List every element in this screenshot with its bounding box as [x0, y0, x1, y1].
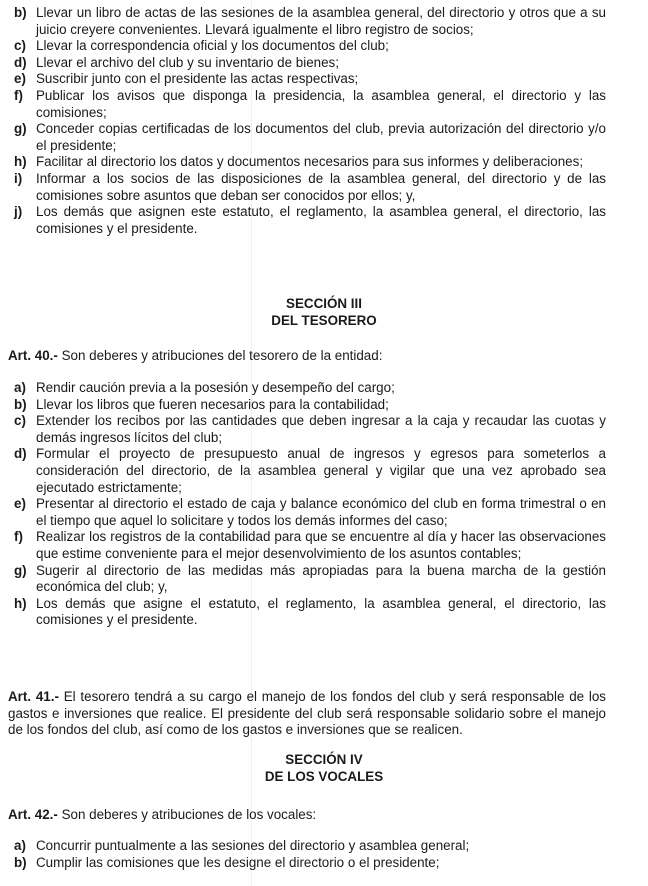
item-text: Rendir caución previa a la posesión y desempeño del cargo;: [36, 380, 395, 395]
list-item: [0, 496, 648, 529]
item-marker: f): [14, 529, 23, 545]
item-text: Facilitar al directorio los datos y documentos necesarios para sus informes y deliberaciones;: [36, 154, 584, 170]
item-text: Llevar la correspondencia oficial y los documentos del club;: [36, 38, 389, 54]
section-title: SECCIÓN IV: [285, 752, 363, 767]
list-item: [0, 596, 648, 629]
item-marker: g): [14, 121, 27, 137]
item-text: Sugerir al directorio de las medidas más apropiadas para la buena marcha de la gestión económica del club; y,: [36, 562, 606, 595]
list-item: [0, 171, 648, 204]
list-item: [0, 855, 648, 872]
item-marker: c): [14, 413, 26, 429]
list-item: [0, 38, 648, 55]
article-40: [0, 348, 648, 365]
article-number: Art. 42.-: [8, 807, 58, 822]
list-item: [0, 71, 648, 88]
item-text: Formular el proyecto de presupuesto anual de ingresos y egresos para someterlos a consideración del directorio, de la asamblea general y vigilar que una vez aprobado sea ejecutado estrictamente;: [36, 446, 606, 495]
section-subtitle: DE LOS VOCALES: [264, 768, 384, 784]
section-subtitle: DEL TESORERO: [271, 312, 377, 328]
list-item: [0, 380, 648, 397]
list-item: [0, 446, 648, 496]
item-marker: e): [14, 71, 26, 87]
item-marker: i): [14, 170, 23, 186]
item-marker: b): [14, 5, 27, 20]
item-marker: d): [14, 446, 27, 462]
list-item: [0, 55, 648, 72]
article-41: [0, 689, 648, 739]
item-marker: c): [14, 38, 26, 54]
item-text: Informar a los socios de las disposiciones de la asamblea general, del directorio y de las comisiones sobre asuntos que deban ser conocidos por ellos; y,: [36, 170, 606, 203]
item-marker: a): [14, 838, 26, 853]
list-item: [0, 397, 648, 414]
item-text: Llevar un libro de actas de las sesiones de la asamblea general, del directorio y otros que a su juicio creyere convenientes. Llevará igualmente el libro registro de socios;: [36, 5, 606, 37]
section-title: SECCIÓN III: [286, 296, 362, 311]
item-text: Realizar los registros de la contabilidad para que se encuentre al día y hacer las observaciones que estime conveniente para el mejor desenvolvimiento de los asuntos contables;: [36, 529, 606, 561]
vocal-duties-list: [0, 838, 648, 871]
item-marker: b): [14, 854, 27, 870]
item-marker: j): [14, 204, 23, 220]
list-item: [0, 5, 648, 38]
item-text: Llevar el archivo del club y su inventario de bienes;: [36, 54, 339, 70]
treasurer-duties-list: [0, 380, 648, 629]
article-text: Son deberes y atribuciones del tesorero de la entidad:: [57, 348, 383, 363]
section-4-heading: [0, 752, 648, 785]
item-marker: g): [14, 562, 27, 578]
list-item: [0, 88, 648, 121]
list-item: [0, 413, 648, 446]
section-3-heading: [0, 296, 648, 329]
item-text: Extender los recibos por las cantidades que deben ingresar a la caja y recaudar las cuotas y demás ingresos lícitos del club;: [36, 413, 606, 445]
list-item: [0, 204, 648, 237]
item-marker: f): [14, 87, 23, 103]
item-text: Conceder copias certificadas de los documentos del club, previa autorización del directorio y/o el presidente;: [36, 121, 606, 153]
list-item: [0, 563, 648, 596]
item-text: Suscribir junto con el presidente las actas respectivas;: [36, 71, 359, 87]
item-text: Presentar al directorio el estado de caja y balance económico del club en forma trimestral o en el tiempo que aquel lo solicitare y todos los demás informes del caso;: [36, 496, 606, 528]
article-text: El tesorero tendrá a su cargo el manejo de los fondos del club y será responsable de los gastos e inversiones que realice. El presidente del club será responsable solidario sobre el manejo de los fondos del club, así como de los gastos e inversiones que se realicen.: [8, 689, 606, 738]
item-text: Los demás que asigne el estatuto, el reglamento, la asamblea general, el directorio, las comisiones y el presidente.: [36, 595, 606, 628]
secretary-duties-list: [0, 5, 648, 237]
article-42: [0, 807, 648, 824]
list-item: [0, 154, 648, 171]
item-text: Publicar los avisos que disponga la presidencia, la asamblea general, el directorio y las comisiones;: [36, 87, 606, 120]
article-number: Art. 40.-: [8, 348, 58, 363]
item-text: Llevar los libros que fueren necesarios para la contabilidad;: [36, 396, 389, 412]
item-text: Los demás que asignen este estatuto, el reglamento, la asamblea general, el directorio, las comisiones y el presidente.: [36, 204, 606, 236]
item-marker: d): [14, 54, 27, 70]
item-text: Cumplir las comisiones que les designe el directorio o el presidente;: [36, 854, 440, 870]
item-marker: a): [14, 380, 26, 395]
list-item: [0, 838, 648, 855]
item-marker: b): [14, 396, 27, 412]
article-text: Son deberes y atribuciones de los vocales:: [57, 807, 317, 822]
item-text: Concurrir puntualmente a las sesiones del directorio y asamblea general;: [36, 838, 470, 853]
item-marker: h): [14, 595, 27, 611]
article-number: Art. 41.-: [8, 689, 59, 704]
list-item: [0, 121, 648, 154]
item-marker: e): [14, 496, 26, 512]
list-item: [0, 529, 648, 562]
item-marker: h): [14, 154, 27, 170]
